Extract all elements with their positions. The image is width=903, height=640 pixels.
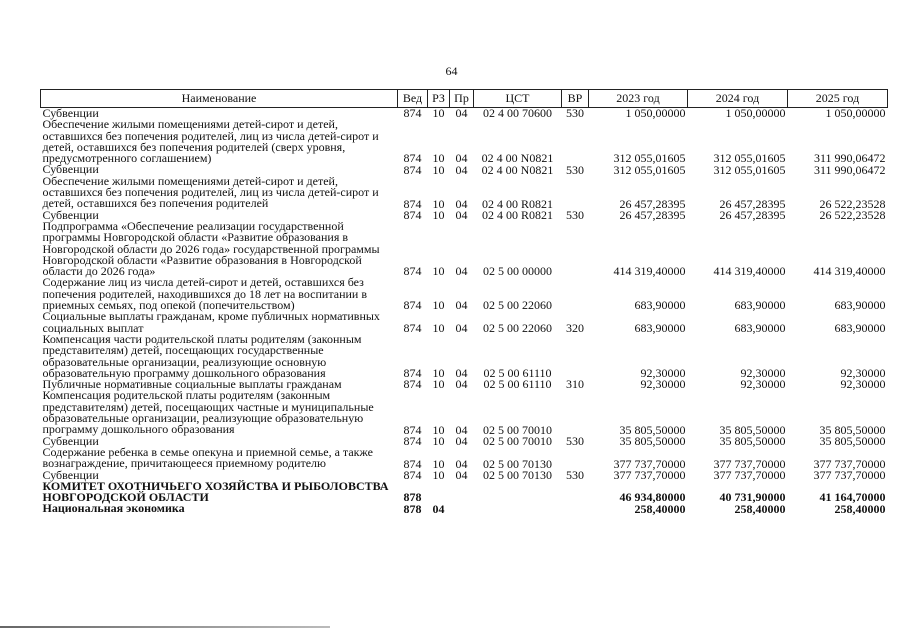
cell-y2023: 312 055,01605	[613, 162, 686, 177]
cell-y2025: 377 737,70000	[813, 456, 886, 471]
cell-y2024: 26 457,28395	[719, 196, 786, 211]
cell-cst: 02 4 00 N0821	[481, 151, 554, 166]
cell-y2024: 414 319,40000	[713, 264, 786, 279]
cell-ved: 874	[403, 196, 422, 211]
table-body	[41, 108, 888, 515]
cell-y2023: 377 737,70000	[613, 456, 686, 471]
table-row	[41, 119, 888, 164]
cell-cst: 02 4 00 R0821	[481, 196, 553, 211]
cell-rz: 10	[432, 456, 445, 471]
cell-cst: 02 5 00 70130	[483, 467, 552, 482]
cell-y2023: 377 737,70000	[613, 467, 686, 482]
cell-ved: 874	[403, 298, 422, 313]
cell-rz: 10	[432, 320, 445, 335]
header-rz: РЗ	[428, 90, 450, 108]
cell-pr: 04	[455, 162, 468, 177]
header-name: Наименование	[41, 90, 398, 108]
cell-y2024: 1 050,00000	[725, 106, 786, 121]
cell-y2025: 26 522,23528	[819, 207, 886, 222]
cell-pr: 04	[455, 264, 468, 279]
cell-y2025: 26 522,23528	[819, 196, 886, 211]
cell-name: Социальные выплаты гражданам, кроме публичных нормативных социальных выплат	[42, 309, 380, 335]
cell-ved: 874	[403, 207, 422, 222]
cell-y2023: 683,90000	[634, 320, 686, 335]
cell-vr: 530	[566, 207, 584, 222]
cell-vr	[562, 481, 589, 504]
cell-y2025: 1 050,00000	[825, 106, 886, 121]
table-row	[41, 481, 888, 504]
cell-ved: 874	[403, 456, 422, 471]
cell-ved: 874	[403, 151, 422, 166]
table-row	[41, 503, 888, 514]
cell-y2023: 92,30000	[640, 366, 686, 381]
cell-name: Компенсация части родительской платы родителям (законным представителям) детей, посещающих государственные образовательные организации, реализующие основную образовательную программу дошкольного образования	[42, 331, 362, 380]
cell-y2023: 46 934,80000	[619, 490, 686, 505]
cell-pr: 04	[455, 106, 468, 121]
cell-y2025: 377 737,70000	[813, 467, 886, 482]
cell-vr	[562, 119, 589, 164]
cell-y2023: 258,40000	[634, 501, 686, 516]
table-row	[41, 334, 888, 379]
cell-y2024: 35 805,50000	[719, 433, 786, 448]
cell-y2024: 312 055,01605	[713, 151, 786, 166]
cell-pr: 04	[455, 207, 468, 222]
cell-pr: 04	[455, 151, 468, 166]
cell-name: Субвенции	[42, 162, 99, 177]
cell-y2025: 35 805,50000	[819, 422, 886, 437]
table-row	[41, 277, 888, 311]
cell-y2023: 312 055,01605	[613, 151, 686, 166]
cell-name: Национальная экономика	[42, 501, 185, 516]
cell-y2025: 311 990,06472	[813, 162, 886, 177]
cell-ved: 878	[403, 501, 422, 516]
cell-rz: 10	[432, 377, 445, 392]
cell-vr	[562, 176, 589, 210]
header-cst: ЦСТ	[474, 90, 562, 108]
cell-ved: 874	[403, 467, 422, 482]
cell-y2024: 92,30000	[740, 366, 786, 381]
header-pr: Пр	[450, 90, 474, 108]
cell-pr: 04	[455, 377, 468, 392]
cell-cst: 02 5 00 70130	[483, 456, 552, 471]
cell-pr	[450, 503, 474, 514]
header-2023: 2023 год	[589, 90, 688, 108]
cell-y2025: 92,30000	[840, 377, 886, 392]
budget-table	[40, 89, 888, 515]
cell-y2023: 35 805,50000	[619, 422, 686, 437]
cell-vr	[562, 503, 589, 514]
table-row	[41, 176, 888, 210]
cell-y2025: 258,40000	[834, 501, 886, 516]
cell-pr: 04	[455, 467, 468, 482]
cell-name: Публичные нормативные социальные выплаты гражданам	[42, 377, 342, 392]
cell-rz: 10	[432, 298, 445, 313]
cell-ved: 874	[403, 320, 422, 335]
cell-y2023: 26 457,28395	[619, 196, 686, 211]
cell-name: Компенсация родительской платы родителям (законным представителям) детей, посещающих частные и муниципальные образовательные организации, реализующие образовательную программу дошкольного образования	[42, 388, 374, 437]
cell-rz: 10	[432, 106, 445, 121]
cell-y2023: 683,90000	[634, 298, 686, 313]
cell-name: Субвенции	[42, 207, 99, 222]
cell-name: Содержание лиц из числа детей-сирот и детей, оставшихся без попечения родителей, находившихся до 18 лет на воспитании в приемных семьях, под опекой (попечительством)	[42, 275, 367, 313]
cell-y2025: 92,30000	[840, 366, 886, 381]
cell-y2024: 35 805,50000	[719, 422, 786, 437]
cell-y2024: 40 731,90000	[719, 490, 786, 505]
cell-y2024: 92,30000	[740, 377, 786, 392]
cell-ved: 874	[403, 366, 422, 381]
cell-vr: 320	[566, 320, 584, 335]
table-row	[41, 390, 888, 435]
cell-vr: 530	[566, 467, 584, 482]
cell-vr	[562, 277, 589, 311]
cell-cst: 02 5 00 22060	[483, 298, 552, 313]
cell-rz: 10	[432, 207, 445, 222]
cell-vr	[562, 447, 589, 470]
cell-ved: 874	[403, 264, 422, 279]
cell-y2024: 377 737,70000	[713, 467, 786, 482]
cell-rz: 10	[432, 422, 445, 437]
cell-y2024: 683,90000	[734, 320, 786, 335]
cell-cst: 02 5 00 61110	[483, 377, 552, 392]
cell-ved: 874	[403, 377, 422, 392]
cell-rz: 04	[432, 501, 445, 516]
header-vr: ВР	[562, 90, 589, 108]
cell-ved: 874	[403, 162, 422, 177]
cell-cst: 02 5 00 61110	[483, 366, 552, 381]
cell-name: Обеспечение жилыми помещениями детей-сирот и детей, оставшихся без попечения родителей, лиц из числа детей-сирот и детей, оставшихся без попечения родителей (сверх уровня, предусмотренного соглашением)	[42, 117, 379, 166]
cell-cst	[474, 503, 562, 514]
cell-cst: 02 5 00 70010	[483, 422, 552, 437]
cell-rz: 10	[432, 366, 445, 381]
cell-y2025: 311 990,06472	[813, 151, 886, 166]
cell-name: КОМИТЕТ ОХОТНИЧЬЕГО ХОЗЯЙСТВА И РЫБОЛОВСТВА НОВГОРОДСКОЙ ОБЛАСТИ	[42, 478, 389, 505]
cell-pr: 04	[455, 298, 468, 313]
cell-vr	[562, 221, 589, 277]
cell-pr	[450, 481, 474, 504]
cell-pr: 04	[455, 366, 468, 381]
cell-pr: 04	[455, 422, 468, 437]
table-row	[41, 311, 888, 334]
cell-vr: 530	[566, 106, 584, 121]
table-row	[41, 447, 888, 470]
cell-y2023: 414 319,40000	[613, 264, 686, 279]
cell-y2024: 683,90000	[734, 298, 786, 313]
cell-y2024: 312 055,01605	[713, 162, 786, 177]
footer-divider	[0, 626, 330, 628]
cell-name: Обеспечение жилыми помещениями детей-сирот и детей, оставшихся без попечения родителей, лиц из числа детей-сирот и детей, оставшихся без попечения родителей	[42, 173, 379, 211]
cell-cst: 02 4 00 70600	[483, 106, 552, 121]
cell-vr: 530	[566, 433, 584, 448]
table-row	[41, 221, 888, 277]
page-number: 64	[445, 64, 458, 78]
cell-ved: 874	[403, 106, 422, 121]
cell-ved: 874	[403, 422, 422, 437]
header-2025: 2025 год	[788, 90, 888, 108]
cell-cst: 02 5 00 22060	[483, 320, 552, 335]
cell-rz: 10	[432, 196, 445, 211]
cell-y2023: 35 805,50000	[619, 433, 686, 448]
cell-ved: 878	[403, 490, 422, 505]
header-ved: Вед	[398, 90, 428, 108]
cell-pr: 04	[455, 320, 468, 335]
cell-cst	[474, 481, 562, 504]
cell-y2025: 683,90000	[834, 320, 886, 335]
cell-y2024: 26 457,28395	[719, 207, 786, 222]
cell-rz	[428, 481, 450, 504]
cell-cst: 02 4 00 N0821	[481, 162, 554, 177]
cell-pr: 04	[455, 196, 468, 211]
cell-rz: 10	[432, 264, 445, 279]
cell-cst: 02 5 00 70010	[483, 433, 552, 448]
cell-vr	[562, 334, 589, 379]
cell-rz: 10	[432, 151, 445, 166]
cell-vr: 530	[566, 162, 584, 177]
cell-cst: 02 4 00 R0821	[481, 207, 553, 222]
cell-y2025: 41 164,70000	[819, 490, 886, 505]
cell-y2025: 35 805,50000	[819, 433, 886, 448]
cell-y2024: 377 737,70000	[713, 456, 786, 471]
cell-name: Субвенции	[42, 106, 99, 120]
cell-vr: 310	[566, 377, 584, 392]
cell-name: Субвенции	[42, 467, 99, 482]
cell-cst: 02 5 00 00000	[483, 264, 552, 279]
cell-rz: 10	[432, 433, 445, 448]
header-2024: 2024 год	[688, 90, 788, 108]
cell-name: Содержание ребенка в семье опекуна и приемной семье, а также вознаграждение, причитающееся приемному родителю	[42, 444, 373, 471]
cell-y2023: 26 457,28395	[619, 207, 686, 222]
cell-name: Подпрограмма «Обеспечение реализации государственной программы Новгородской области «Развитие образования в Новгородской области до 2026 года» государственной программы Новгородской области «Развитие образования в Новгородской области до 2026 года»	[42, 218, 380, 279]
table-header-row	[41, 90, 888, 108]
cell-y2023: 1 050,00000	[625, 106, 686, 121]
cell-y2025: 414 319,40000	[813, 264, 886, 279]
cell-pr: 04	[455, 433, 468, 448]
cell-pr: 04	[455, 456, 468, 471]
cell-rz: 10	[432, 162, 445, 177]
cell-y2024: 258,40000	[734, 501, 786, 516]
cell-name: Субвенции	[42, 433, 99, 448]
cell-y2025: 683,90000	[834, 298, 886, 313]
cell-y2023: 92,30000	[640, 377, 686, 392]
cell-vr	[562, 390, 589, 435]
cell-ved: 874	[403, 433, 422, 448]
cell-rz: 10	[432, 467, 445, 482]
